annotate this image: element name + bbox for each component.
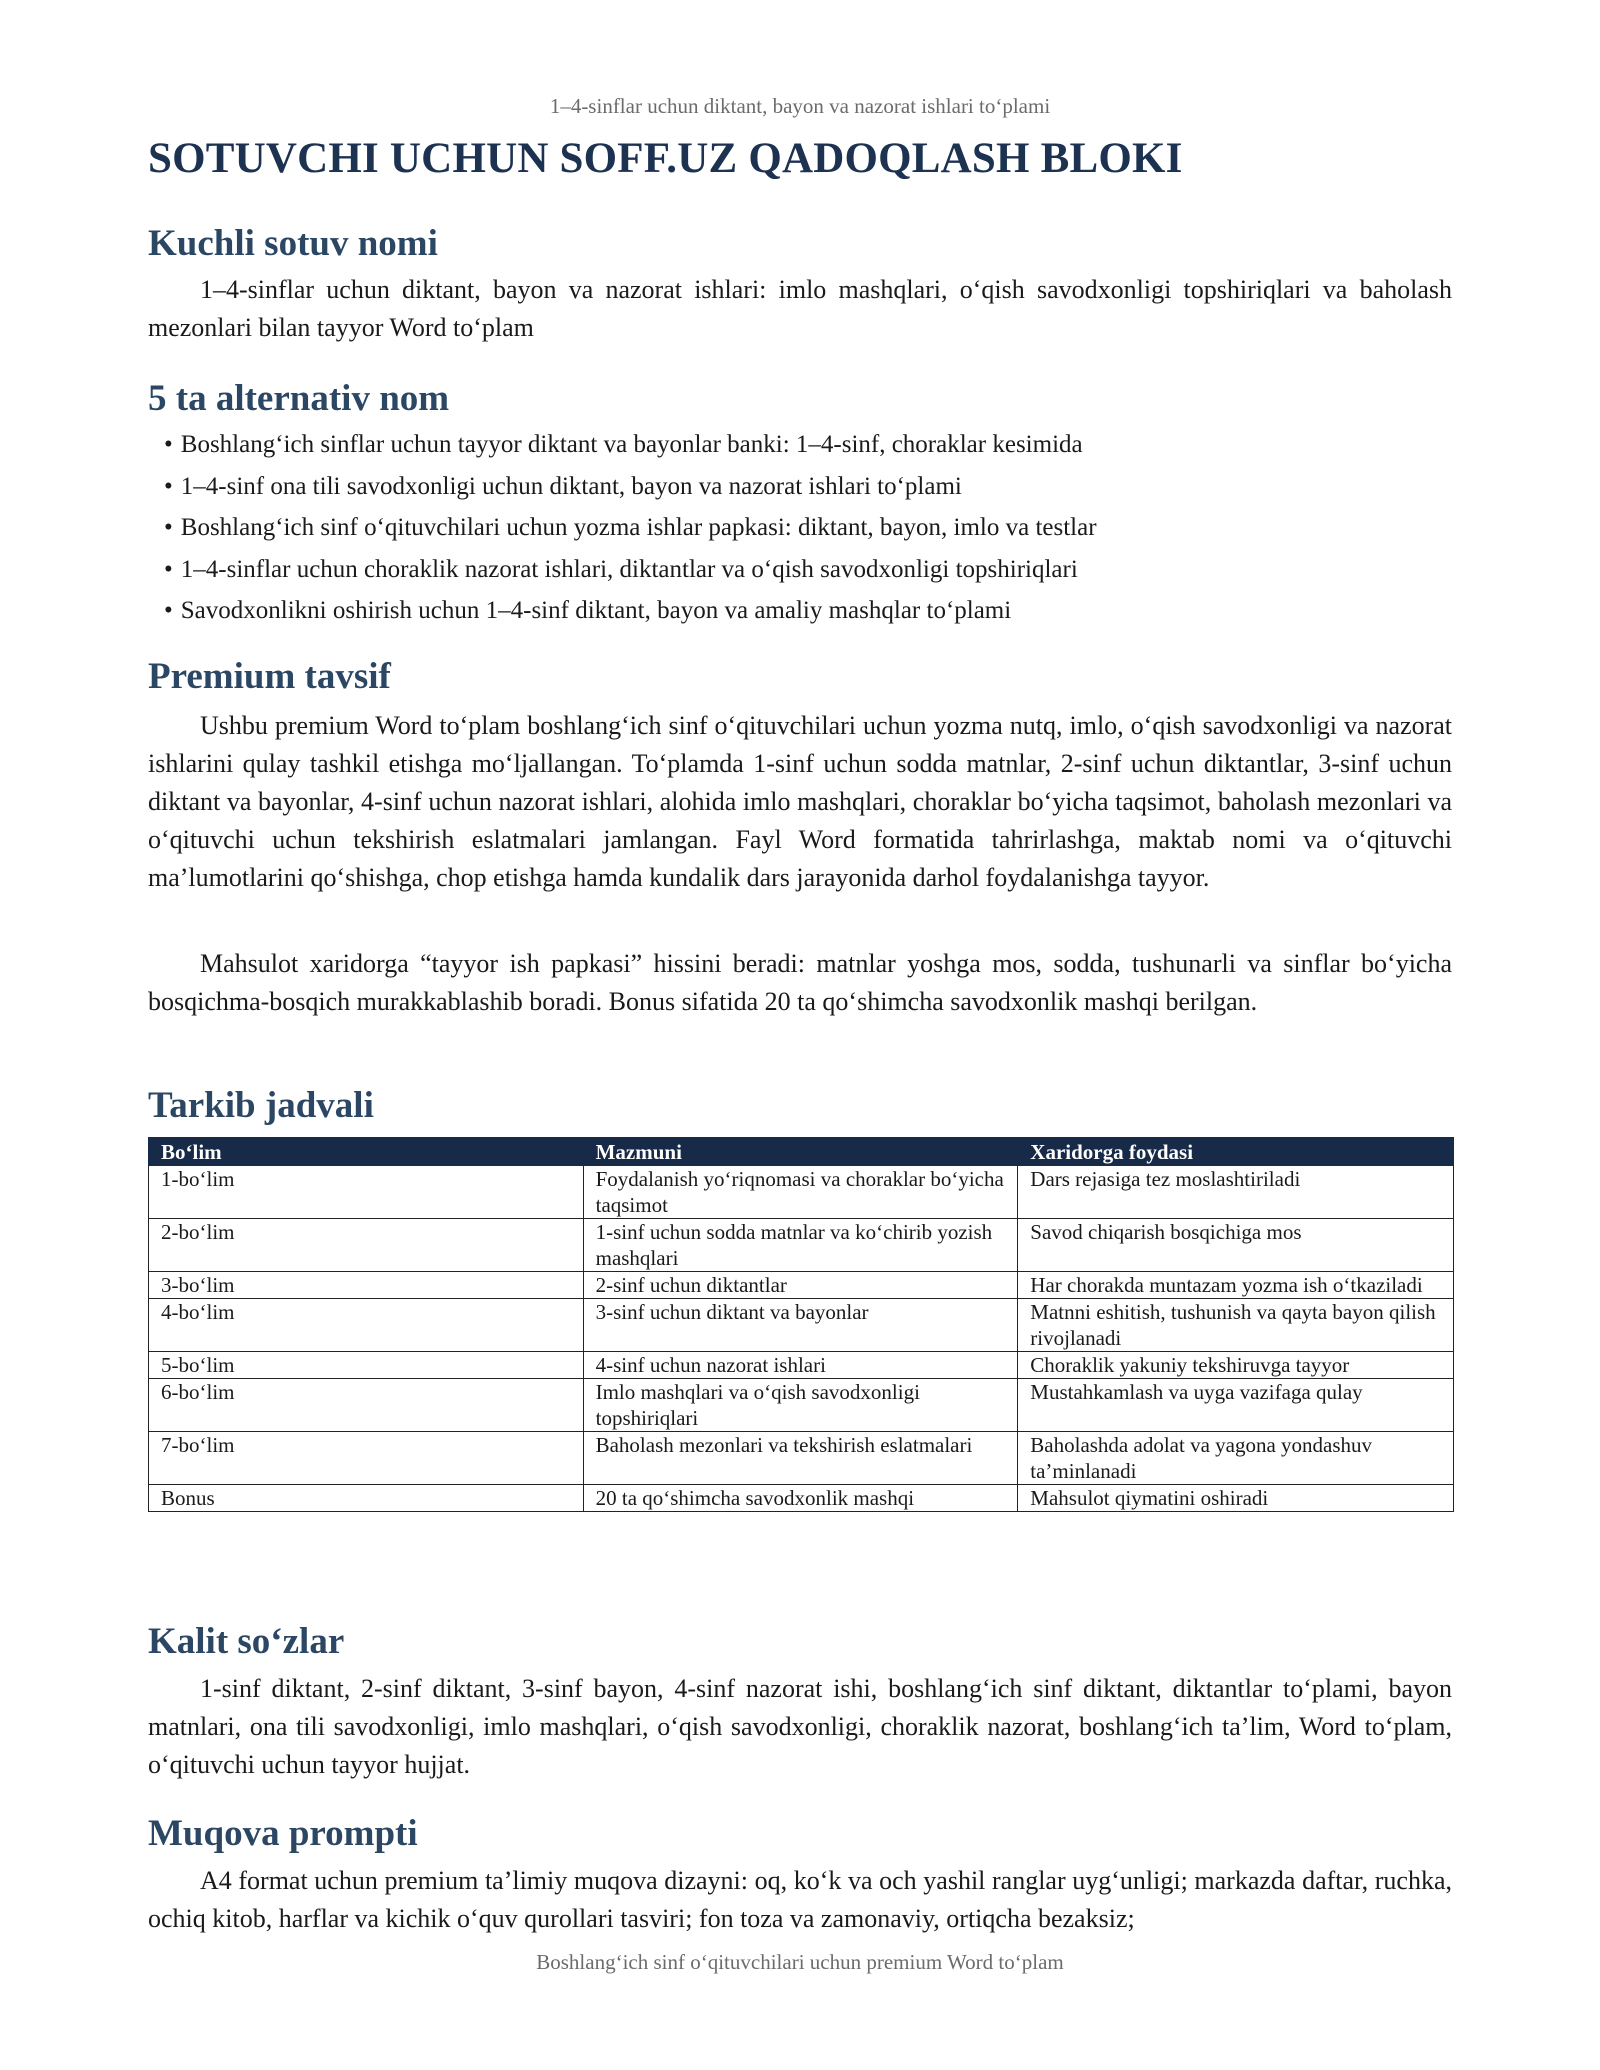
list-item: • Boshlang‘ich sinf o‘qituvchilari uchun yozma ishlar papkasi: diktant, bayon, imlo va testlar: [164, 507, 1444, 549]
table-cell: 3-sinf uchun diktant va bayonlar: [583, 1299, 1018, 1352]
premium-paragraph-2: Mahsulot xaridorga “tayyor ish papkasi” hissini beradi: matnlar yoshga mos, sodda, tushunarli va sinflar bo‘yicha bosqichma-bosqich murakkablashib boradi. Bonus sifatida 20 ta qo‘shimcha savodxonlik mashqi berilgan.: [148, 949, 1452, 1016]
table-row: [149, 1166, 1454, 1219]
table-cell: 6-bo‘lim: [149, 1379, 584, 1432]
section-heading-alternatives: 5 ta alternativ nom: [148, 378, 450, 419]
table-cell: 1-sinf uchun sodda matnlar va ko‘chirib yozish mashqlari: [583, 1219, 1018, 1272]
table-row: [149, 1272, 1454, 1299]
table-cell: Bonus: [149, 1485, 584, 1512]
table-cell: 4-bo‘lim: [149, 1299, 584, 1352]
table-cell: 7-bo‘lim: [149, 1432, 584, 1485]
table-cell: 1-bo‘lim: [149, 1166, 584, 1219]
table-cell: Matnni eshitish, tushunish va qayta bayon qilish rivojlanadi: [1018, 1299, 1454, 1352]
table-cell: Choraklik yakuniy tekshiruvga tayyor: [1018, 1352, 1454, 1379]
table-row: [149, 1485, 1454, 1512]
contents-table: [148, 1137, 1454, 1512]
table-cell: 2-bo‘lim: [149, 1219, 584, 1272]
list-item: • Savodxonlikni oshirish uchun 1–4-sinf diktant, bayon va amaliy mashqlar to‘plami: [164, 590, 1444, 632]
running-footer: Boshlang‘ich sinf o‘qituvchilari uchun premium Word to‘plam: [536, 1950, 1064, 1974]
table-cell: 20 ta qo‘shimcha savodxonlik mashqi: [583, 1485, 1018, 1512]
document-page: [148, 0, 1452, 2070]
table-cell: Mahsulot qiymatini oshiradi: [1018, 1485, 1454, 1512]
table-cell: Baholashda adolat va yagona yondashuv ta’minlanadi: [1018, 1432, 1454, 1485]
section-heading-keywords: Kalit so‘zlar: [148, 1621, 345, 1662]
table-cell: Savod chiqarish bosqichiga mos: [1018, 1219, 1454, 1272]
keywords-text: 1-sinf diktant, 2-sinf diktant, 3-sinf bayon, 4-sinf nazorat ishi, boshlang‘ich sinf diktant, diktantlar to‘plami, bayon matnlari, ona tili savodxonligi, imlo mashqlari, o‘qish savodxonligi, choraklik nazorat, boshlang‘ich ta’lim, Word to‘plam, o‘qituvchi uchun tayyor hujjat.: [148, 1674, 1452, 1779]
table-cell: Foydalanish yo‘riqnomasi va choraklar bo‘yicha taqsimot: [583, 1166, 1018, 1219]
table-row: [149, 1432, 1454, 1485]
table-cell: Dars rejasiga tez moslashtiriladi: [1018, 1166, 1454, 1219]
table-cell: 5-bo‘lim: [149, 1352, 584, 1379]
table-cell: Mustahkamlash va uyga vazifaga qulay: [1018, 1379, 1454, 1432]
table-header-row: [149, 1138, 1454, 1166]
section-heading-contents: Tarkib jadvali: [148, 1085, 374, 1126]
column-header: Xaridorga foydasi: [1018, 1138, 1454, 1166]
table-cell: 4-sinf uchun nazorat ishlari: [583, 1352, 1018, 1379]
section-heading-strong-name: Kuchli sotuv nomi: [148, 223, 438, 264]
table-cell: 3-bo‘lim: [149, 1272, 584, 1299]
table-cell: 2-sinf uchun diktantlar: [583, 1272, 1018, 1299]
table-row: [149, 1219, 1454, 1272]
strong-name-text: 1–4-sinflar uchun diktant, bayon va nazorat ishlari: imlo mashqlari, o‘qish savodxonligi topshiriqlari va baholash mezonlari bilan tayyor Word to‘plam: [148, 275, 1452, 342]
table-row: [149, 1299, 1454, 1352]
column-header: Mazmuni: [583, 1138, 1018, 1166]
table-cell: Imlo mashqlari va o‘qish savodxonligi topshiriqlari: [583, 1379, 1018, 1432]
section-heading-premium: Premium tavsif: [148, 656, 391, 697]
column-header: Bo‘lim: [149, 1138, 584, 1166]
cover-prompt-text: A4 format uchun premium ta’limiy muqova dizayni: oq, ko‘k va och yashil ranglar uyg‘unligi; markazda daftar, ruchka, ochiq kitob, harflar va kichik o‘quv qurollari tasviri; fon toza va zamonaviy, ortiqcha bezaksiz;: [148, 1866, 1452, 1933]
document-title: SOTUVCHI UCHUN SOFF.UZ QADOQLASH BLOKI: [148, 135, 1183, 182]
table-cell: Baholash mezonlari va tekshirish eslatmalari: [583, 1432, 1018, 1485]
alternative-names-list: [164, 424, 1444, 632]
list-item: • 1–4-sinf ona tili savodxonligi uchun diktant, bayon va nazorat ishlari to‘plami: [164, 466, 1444, 508]
table-row: [149, 1379, 1454, 1432]
list-item: • Boshlang‘ich sinflar uchun tayyor diktant va bayonlar banki: 1–4-sinf, choraklar kesimida: [164, 424, 1444, 466]
running-header: 1–4-sinflar uchun diktant, bayon va nazorat ishlari to‘plami: [549, 94, 1051, 118]
list-item: • 1–4-sinflar uchun choraklik nazorat ishlari, diktantlar va o‘qish savodxonligi topshiriqlari: [164, 549, 1444, 591]
table-cell: Har chorakda muntazam yozma ish o‘tkaziladi: [1018, 1272, 1454, 1299]
section-heading-cover-prompt: Muqova prompti: [148, 1813, 418, 1854]
premium-paragraph-1: Ushbu premium Word to‘plam boshlang‘ich sinf o‘qituvchilari uchun yozma nutq, imlo, o‘qish savodxonligi va nazorat ishlarini qulay tashkil etishga mo‘ljallangan. To‘plamda 1-sinf uchun sodda matnlar, 2-sinf uchun diktantlar, 3-sinf uchun diktant va bayonlar, 4-sinf uchun nazorat ishlari, alohida imlo mashqlari, choraklar bo‘yicha taqsimot, baholash mezonlari va o‘qituvchi uchun tekshirish eslatmalari jamlangan. Fayl Word formatida tahrirlashga, maktab nomi va o‘qituvchi ma’lumotlarini qo‘shishga, chop etishga hamda kundalik dars jarayonida darhol foydalanishga tayyor.: [148, 711, 1452, 892]
table-row: [149, 1352, 1454, 1379]
